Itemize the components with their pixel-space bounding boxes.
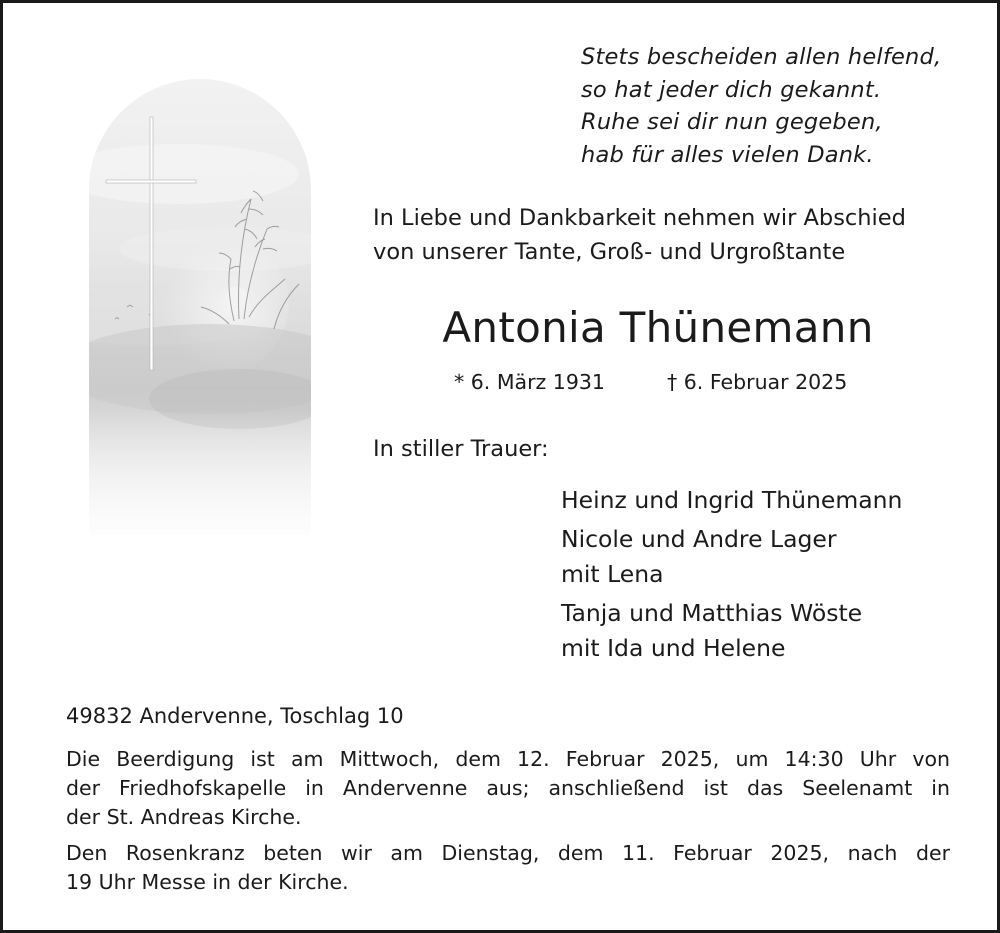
- funeral-line: der Friedhofskapelle in Andervenne aus; anschließend ist das Seelenamt in: [66, 776, 950, 800]
- funeral-line: der St. Andreas Kirche.: [66, 805, 302, 829]
- rosary-line: 19 Uhr Messe in der Kirche.: [66, 870, 349, 894]
- funeral-line: Die Beerdigung ist am Mittwoch, dem 12. Februar 2025, um 14:30 Uhr von: [66, 747, 950, 771]
- rosary-info: [66, 839, 950, 897]
- mourner-group: [561, 596, 902, 666]
- mourner-line: mit Ida und Helene: [561, 634, 786, 662]
- memorial-poem: [581, 41, 941, 171]
- family-address: 49832 Andervenne, Toschlag 10: [66, 704, 404, 728]
- death-date: † 6. Februar 2025: [667, 370, 848, 394]
- mourner-group: [561, 522, 902, 592]
- mourner-line: Nicole und Andre Lager: [561, 525, 837, 553]
- poem-line: Ruhe sei dir nun gegeben,: [581, 109, 883, 135]
- mourner-line: mit Lena: [561, 560, 664, 588]
- rosary-line: Den Rosenkranz beten wir am Dienstag, dem 11. Februar 2025, nach der: [66, 841, 950, 865]
- memorial-arch-image: [89, 79, 311, 535]
- birth-date: * 6. März 1931: [454, 370, 605, 394]
- poem-line: hab für alles vielen Dank.: [581, 141, 874, 168]
- funeral-info: [66, 745, 950, 832]
- mourner-line: Heinz und Ingrid Thünemann: [561, 486, 903, 514]
- intro-line: von unserer Tante, Groß- und Urgroßtante: [373, 239, 846, 265]
- intro-line: In Liebe und Dankbarkeit nehmen wir Abschied: [373, 205, 906, 231]
- mourner-group: [561, 483, 902, 518]
- mourners-list: [561, 483, 902, 670]
- mourning-label: In stiller Trauer:: [373, 436, 549, 462]
- cross-landscape-illustration: [89, 79, 311, 535]
- poem-line: Stets bescheiden allen helfend,: [581, 44, 942, 70]
- farewell-intro: [373, 201, 906, 269]
- mourner-line: Tanja und Matthias Wöste: [561, 599, 863, 627]
- deceased-name: Antonia Thünemann: [442, 303, 874, 352]
- poem-line: so hat jeder dich gekannt.: [581, 76, 882, 103]
